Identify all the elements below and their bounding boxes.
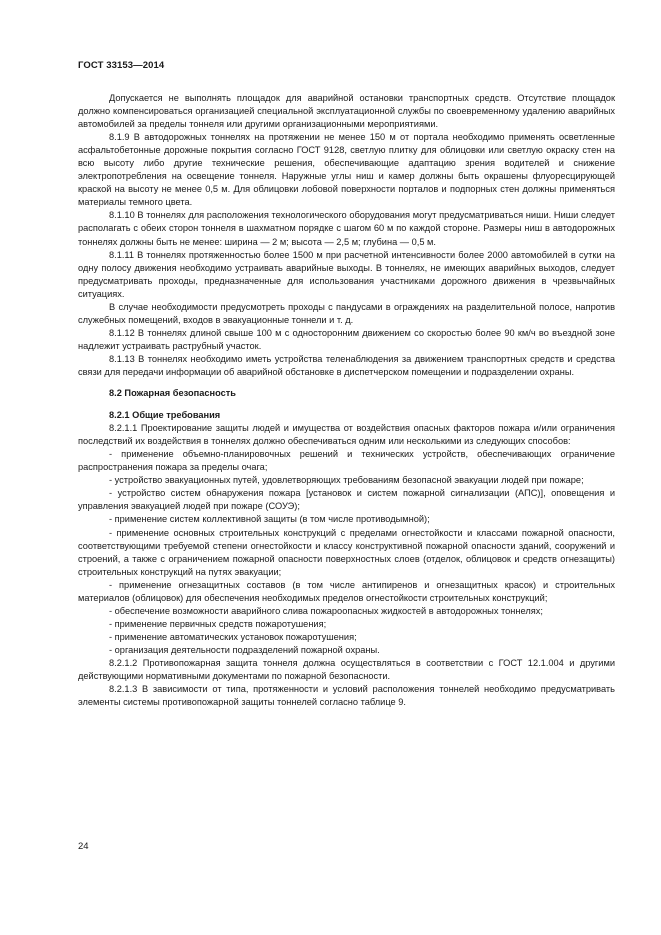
subsection-heading: 8.2.1 Общие требования: [109, 410, 221, 421]
paragraph: 8.1.11 В тоннелях протяженностью более 1500 м при расчетной интенсивности более 2000 автомобилей в сутки на одну полосу движения необходимо устраивать аварийные выходы. В тоннелях, не имеющих аварийных выходов, следует предусматривать проходы, предназначенные для использования участниками дорожного движения в чрезвычайных ситуациях.: [78, 249, 615, 299]
paragraph: В случае необходимости предусмотреть проходы с пандусами в ограждениях на разделительной полосе, напротив служебных помещений, входов в эвакуационные тоннели и т. д.: [78, 301, 615, 325]
page-number: 24: [78, 841, 89, 852]
section-heading: 8.2 Пожарная безопасность: [109, 388, 236, 399]
paragraph: 8.1.12 В тоннелях длиной свыше 100 м с односторонним движением со скоростью более 90 км/ч во въездной зоне надлежит устраивать раструбный участок.: [78, 327, 615, 351]
list-item: - применение объемно-планировочных решений и технических устройств, обеспечивающих ограничение распространения пожара за пределы очага;: [78, 449, 615, 473]
list-item: - устройство эвакуационных путей, удовлетворяющих требованиям безопасной эвакуации людей при пожаре;: [109, 475, 584, 486]
document-header: ГОСТ 33153—2014: [78, 60, 165, 71]
list-item: - устройство систем обнаружения пожара [установок и систем пожарной сигнализации (АПС)], оповещения и управления эвакуацией людей при пожаре (СОУЭ);: [78, 488, 615, 512]
paragraph: 8.1.13 В тоннелях необходимо иметь устройства теленаблюдения за движением транспортных средств и средства связи для передачи информации об аварийной обстановке в диспетчерском помещении и подразделении охраны.: [78, 353, 615, 377]
paragraph: 8.1.9 В автодорожных тоннелях на протяжении не менее 150 м от портала необходимо применять осветленные асфальтобетонные дорожные покрытия согласно ГОСТ 9128, светлую плитку для облицовки или светлую окраску стен на всю высоту либо другие технические решения, обеспечивающие адаптацию зрения водителей и снижение электропотребления на освещение тоннеля. Наружные углы ниш и камер должны быть окрашены флуоресцирующей краской на высоту не менее 0,5 м. Для облицовки лобовой поверхности порталов и подпорных стен должны применяться материалы темного цвета.: [78, 132, 615, 208]
list-item: - применение первичных средств пожаротушения;: [109, 618, 327, 629]
list-item: - применение систем коллективной защиты (в том числе противодымной);: [109, 514, 430, 525]
paragraph: 8.1.10 В тоннелях для расположения технологического оборудования могут предусматриваться ниши. Ниши следует располагать с обеих сторон тоннеля в шахматном порядке с шагом 60 м по каждой стороне. Размеры ниш в автодорожных тоннелях должны быть не менее: ширина — 2 м; высота — 2,5 м; глубина — 0,5 м.: [78, 210, 615, 247]
paragraph: 8.2.1.2 Противопожарная защита тоннеля должна осуществляться в соответствии с ГОСТ 12.1.004 и другими действующими нормативными документами по пожарной безопасности.: [78, 657, 615, 682]
list-item: - применение основных строительных конструкций с пределами огнестойкости и классами пожарной опасности, соответствующими требуемой степени огнестойкости и классу конструктивной пожарной опасности зданий, сооружений и строений, а также с ограничением пожарной опасности поверхностных слоев (отделок, облицовок и средств огнезащиты) строительных конструкций на путях эвакуации;: [78, 527, 615, 577]
paragraph: Допускается не выполнять площадок для аварийной остановки транспортных средств. Отсутствие площадок должно компенсироваться организацией специальной эксплуатационной службы по своевременному удалению аварийных автомобилей за пределы тоннеля или другими организационными мероприятиями.: [78, 93, 615, 130]
paragraph: 8.2.1.3 В зависимости от типа, протяженности и условий расположения тоннелей необходимо предусматривать элементы системы противопожарной защиты тоннелей согласно таблице 9.: [78, 684, 615, 708]
paragraph: 8.2.1.1 Проектирование защиты людей и имущества от воздействия опасных факторов пожара и/или ограничения последствий их воздействия в тоннелях должно обеспечиваться одним или несколькими из следующих способов:: [78, 423, 615, 447]
list-item: - организация деятельности подразделений пожарной охраны.: [109, 644, 380, 655]
document-body: [78, 92, 615, 709]
list-item: - применение автоматических установок пожаротушения;: [109, 631, 357, 642]
list-item: - обеспечение возможности аварийного слива пожароопасных жидкостей в автодорожных тоннелях;: [109, 605, 543, 616]
list-item: - применение огнезащитных составов (в том числе антипиренов и огнезащитных красок) и строительных материалов (облицовок) для обеспечения необходимых пределов огнестойкости строительных конструкций;: [78, 579, 615, 603]
